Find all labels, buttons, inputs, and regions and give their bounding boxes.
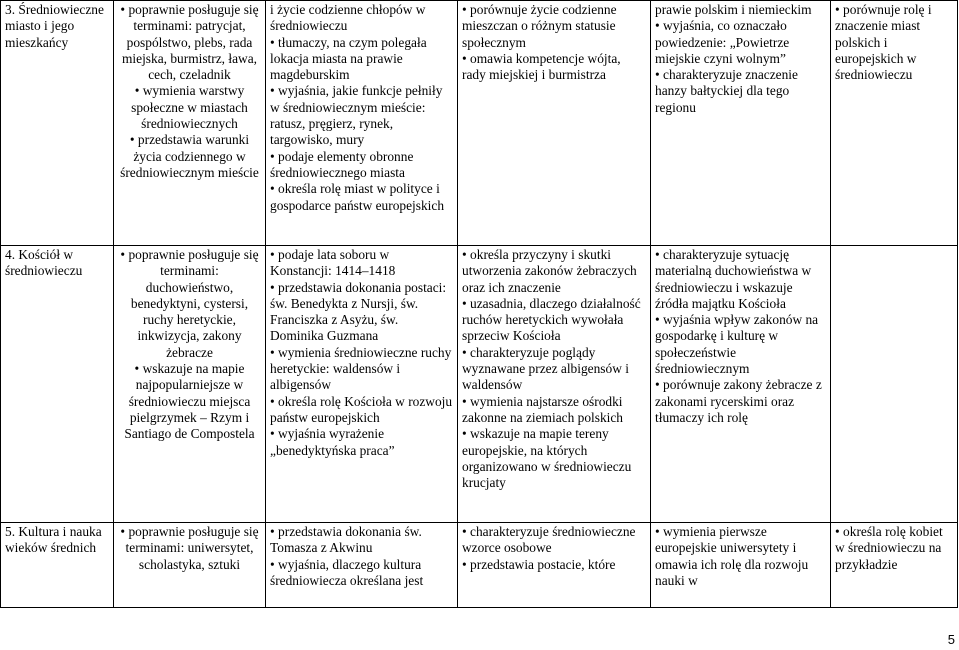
requirements-cell — [651, 1, 831, 246]
requirement-item — [270, 426, 453, 459]
requirement-item — [270, 280, 453, 345]
requirement-text: określa rolę Kościoła w rozwoju państw europejskich — [270, 393, 453, 425]
requirements-cell — [831, 523, 958, 608]
bullet-icon: • — [462, 524, 471, 539]
requirement-item — [270, 345, 453, 394]
requirement-text: wymienia najstarsze ośrodki zakonne na ziemiach polskich — [462, 393, 623, 425]
requirement-text: przedstawia dokonania postaci: św. Benedykta z Nursji, św. Franciszka z Asyżu, św. Dominika Guzmana — [270, 279, 447, 344]
requirement-item — [835, 524, 953, 573]
continued-text: i życie codzienne chłopów w średniowieczu — [270, 2, 426, 34]
continued-text: prawie polskim i niemieckim — [655, 2, 812, 17]
requirement-text: określa przyczyny i skutki utworzenia zakonów żebraczych oraz ich znaczenie — [462, 247, 637, 295]
requirement-item — [118, 2, 261, 83]
bullet-icon: • — [462, 295, 471, 311]
topic-cell — [1, 523, 114, 608]
requirement-text: określa rolę kobiet w średniowieczu na przykładzie — [835, 524, 943, 572]
requirement-text: tłumaczy, na czym polegała lokacja miasta na prawie magdeburskim — [270, 34, 427, 83]
requirements-cell — [114, 246, 266, 523]
requirements-cell — [266, 523, 458, 608]
requirement-text: podaje elementy obronne średniowiecznego miasta — [270, 148, 414, 180]
requirement-text: wymienia pierwsze europejskie uniwersytety i omawia ich rolę dla rozwoju nauki w — [655, 524, 809, 588]
bullet-icon: • — [120, 247, 129, 262]
requirement-item — [655, 247, 826, 312]
requirement-item — [655, 524, 826, 589]
bullet-icon: • — [270, 148, 279, 164]
requirement-item — [270, 181, 453, 214]
requirement-text: wymienia średniowieczne ruchy heretyckie: waldensów i albigensów — [270, 344, 452, 393]
bullet-icon: • — [120, 2, 129, 17]
bullet-icon: • — [462, 247, 471, 262]
requirement-item — [462, 51, 646, 84]
requirements-cell — [458, 246, 651, 523]
requirement-item — [118, 524, 261, 573]
requirement-item — [462, 345, 646, 394]
requirement-text: podaje lata soboru w Konstancji: 1414–1418 — [270, 247, 396, 279]
topic-title: 4. Kościół w średniowieczu — [5, 247, 83, 279]
requirement-text: charakteryzuje sytuację materialną duchowieństwa w średniowieczu i wskazuje źródła majątku Kościoła — [655, 247, 812, 311]
requirement-item — [118, 361, 261, 442]
bullet-icon: • — [270, 279, 279, 295]
requirement-text: wyjaśnia wyrażenie „benedyktyńska praca” — [270, 426, 395, 458]
topic-title: 5. Kultura i nauka wieków średnich — [5, 524, 102, 556]
requirement-text: wyjaśnia, dlaczego kultura średniowiecza określana jest — [270, 556, 424, 588]
bullet-icon: • — [120, 524, 129, 539]
requirement-text: wyjaśnia wpływ zakonów na gospodarkę i kulturę w społeczeństwie średniowiecznym — [655, 312, 819, 377]
requirement-item — [270, 35, 453, 84]
requirement-text: porównuje rolę i znaczenie miast polskich i europejskich w średniowieczu — [835, 2, 932, 83]
requirements-cell — [266, 1, 458, 246]
bullet-icon: • — [270, 556, 279, 572]
bullet-icon: • — [655, 247, 664, 262]
bullet-icon: • — [655, 377, 664, 393]
bullet-icon: • — [270, 34, 279, 50]
requirement-item — [270, 149, 453, 182]
requirement-item — [118, 247, 261, 361]
requirement-text: poprawnie posługuje się terminami: duchowieństwo, benedyktyni, cystersi, ruchy heretyckie, inkwizycja, zakony żebracze — [128, 247, 259, 360]
bullet-icon: • — [462, 50, 471, 66]
bullet-icon: • — [655, 312, 664, 328]
requirement-item — [655, 377, 826, 426]
requirements-cell — [651, 246, 831, 523]
requirement-item — [462, 524, 646, 557]
requirement-item — [835, 2, 953, 83]
bullet-icon: • — [835, 524, 844, 539]
topic-title: 3. Średniowieczne miasto i jego mieszkańcy — [5, 2, 104, 50]
bullet-icon: • — [462, 556, 471, 572]
bullet-icon: • — [462, 393, 471, 409]
requirement-item — [462, 2, 646, 51]
requirement-item — [462, 426, 646, 491]
requirement-text: przedstawia warunki życia codziennego w średniowiecznym mieście — [120, 132, 259, 180]
requirements-cell — [458, 523, 651, 608]
bullet-icon: • — [270, 83, 279, 99]
requirement-item — [270, 83, 453, 148]
bullet-icon: • — [655, 18, 664, 34]
requirement-text: uzasadnia, dlaczego działalność ruchów heretyckich wywołała sprzeciw Kościoła — [462, 295, 641, 344]
requirement-item — [655, 312, 826, 377]
requirement-text: wyjaśnia, jakie funkcje pełniły w średniowiecznym mieście: ratusz, pręgierz, rynek, targowisko, mury — [270, 83, 443, 148]
requirements-cell — [831, 246, 958, 523]
requirement-item — [462, 247, 646, 296]
bullet-icon: • — [270, 524, 279, 539]
bullet-icon: • — [462, 2, 471, 17]
requirements-cell — [831, 1, 958, 246]
requirement-text: przedstawia postacie, które — [470, 556, 616, 572]
topic-cell — [1, 246, 114, 523]
requirements-cell — [266, 246, 458, 523]
bullet-icon: • — [270, 247, 279, 262]
requirement-item — [462, 296, 646, 345]
bullet-icon: • — [462, 426, 471, 442]
requirement-text: określa rolę miast w polityce i gospodarce państw europejskich — [270, 181, 445, 213]
bullet-icon: • — [655, 67, 664, 83]
bullet-icon: • — [270, 393, 279, 409]
bullet-icon: • — [270, 181, 279, 197]
requirements-cell — [651, 523, 831, 608]
requirements-cell — [114, 523, 266, 608]
requirement-text: przedstawia dokonania św. Tomasza z Akwinu — [270, 524, 422, 556]
bullet-icon: • — [835, 2, 844, 17]
bullet-icon: • — [270, 344, 279, 360]
requirement-text: porównuje zakony żebracze z zakonami rycerskimi oraz tłumaczy ich rolę — [655, 377, 822, 425]
bullet-icon: • — [134, 361, 143, 377]
table-row — [1, 1, 958, 246]
requirement-item — [118, 132, 261, 181]
requirement-text: charakteryzuje średniowieczne wzorce osobowe — [462, 524, 636, 556]
requirement-text: charakteryzuje znaczenie hanzy bałtyckiej dla tego regionu — [655, 67, 798, 115]
table-row — [1, 246, 958, 523]
table-row — [1, 523, 958, 608]
requirement-text: wskazuje na mapie tereny europejskie, na których organizowano w średniowieczu krucjaty — [462, 426, 632, 491]
requirement-text: wskazuje na mapie najpopularniejsze w średniowieczu miejsca pielgrzymek – Rzym i Santiago de Compostela — [124, 361, 255, 442]
bullet-icon: • — [462, 344, 471, 360]
bullet-icon: • — [270, 426, 279, 442]
requirement-item — [270, 557, 453, 590]
requirement-item — [655, 67, 826, 116]
requirement-text: poprawnie posługuje się terminami: patrycjat, pospólstwo, plebs, rada miejska, burmistrz, ława, cech, czeladnik — [122, 2, 259, 83]
requirement-text: omawia kompetencje wójta, rady miejskiej i burmistrza — [462, 50, 621, 83]
requirement-item — [655, 18, 826, 67]
requirement-text: poprawnie posługuje się terminami: uniwersytet, scholastyka, sztuki — [125, 524, 259, 572]
bullet-icon: • — [129, 132, 138, 148]
requirement-text: porównuje życie codzienne mieszczan o różnym statusie społecznym — [462, 2, 617, 50]
requirement-item — [270, 524, 453, 557]
requirement-text: charakteryzuje poglądy wyznawane przez albigensów i waldensów — [462, 344, 629, 393]
requirement-item — [462, 557, 646, 573]
requirement-item — [270, 394, 453, 427]
requirements-cell — [114, 1, 266, 246]
requirement-text: wyjaśnia, co oznaczało powiedzenie: „Powietrze miejskie czyni wolnym” — [655, 18, 790, 66]
topic-cell — [1, 1, 114, 246]
requirement-item — [462, 394, 646, 427]
page-number: 5 — [947, 632, 955, 647]
requirement-text: wymienia warstwy społeczne w miastach średniowiecznych — [131, 83, 248, 132]
requirement-item — [270, 247, 453, 280]
requirements-cell — [458, 1, 651, 246]
requirement-item — [118, 83, 261, 132]
bullet-icon: • — [655, 524, 664, 539]
bullet-icon: • — [134, 83, 143, 99]
